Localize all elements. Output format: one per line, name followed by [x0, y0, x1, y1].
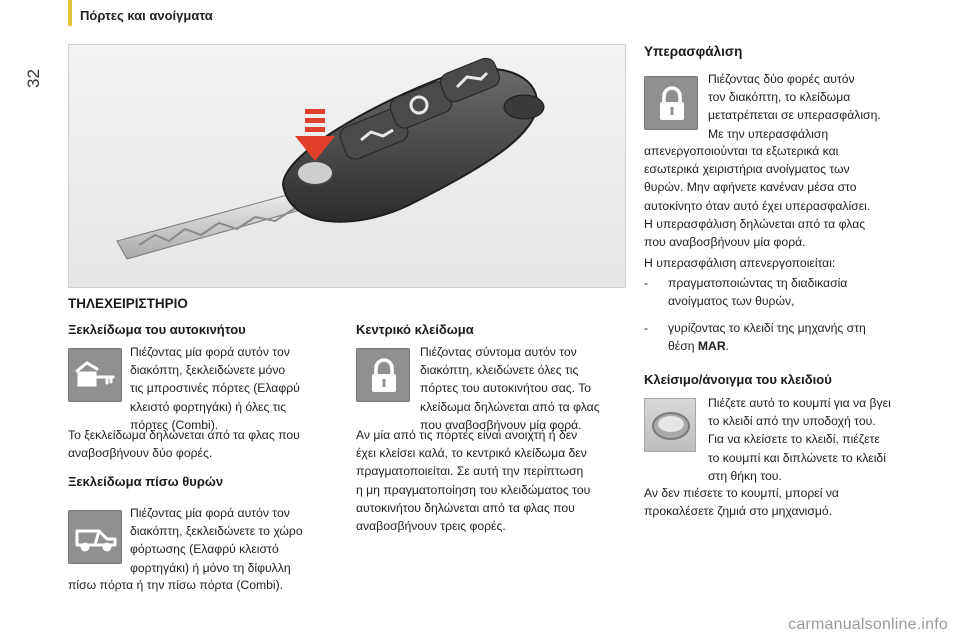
text-line: αναβοσβήνουν δύο φορές. [68, 446, 213, 461]
text-line: στη θήκη του. [708, 468, 782, 483]
text-line: Αν μία από τις πόρτες είναι ανοιχτή ή δεν [356, 428, 578, 442]
deadlock-note [644, 142, 870, 251]
text-line: που αναβοσβήνουν μία φορά. [420, 417, 582, 432]
text-line: διακόπτη, ξεκλειδώνετε το χώρο [130, 524, 303, 539]
central-lock-text [420, 343, 600, 434]
text-line: πόρτες (Combi). [130, 417, 219, 432]
key-fold-note [644, 484, 839, 520]
text-line: κλειστό φορτηγάκι) ή όλες τις [130, 399, 287, 414]
text-line: προκαλέσετε ζημιά στο μηχανισμό. [644, 504, 833, 519]
key-fold-text [708, 394, 891, 485]
deadlock-heading: Υπερασφάλιση [644, 44, 743, 59]
text-line: φόρτωσης (Ελαφρύ κλειστό [130, 542, 279, 557]
remote-key-drawing [69, 45, 626, 288]
key-fold-heading: Κλείσιμο/άνοιγμα του κλειδιού [644, 372, 832, 387]
fold-button[interactable] [297, 161, 333, 185]
text-span: . [725, 338, 730, 353]
text-line: η μη πραγματοποίηση του κλειδώματος του [356, 482, 591, 497]
deadlock-text [708, 70, 881, 143]
deactivation-intro: Η υπερασφάλιση απενεργοποιείται: [644, 256, 836, 270]
text-line: Πιέζοντας μία φορά αυτόν τον [130, 345, 290, 359]
text-line: κλείδωμα δηλώνεται από τα φλας [420, 399, 600, 414]
text-line: Πιέζετε αυτό το κουμπί για να βγει [708, 396, 891, 410]
mar-position: MAR [697, 338, 726, 353]
text-line: Για να κλείσετε το κλειδί, πιέζετε [708, 432, 880, 447]
list-item [644, 274, 934, 310]
watermark: carmanualsonline.info [788, 616, 948, 633]
lock-icon [644, 76, 698, 130]
text-line: τον διακόπτη, το κλείδωμα [708, 90, 851, 105]
text-line: Πιέζοντας δύο φορές αυτόν [708, 72, 855, 86]
list-item [644, 319, 934, 355]
text-span: θέση [668, 338, 698, 353]
central-lock-heading: Κεντρικό κλείδωμα [356, 322, 474, 337]
list-dash: - [644, 276, 649, 291]
deadlock-deactivation [644, 254, 934, 355]
header-accent-bar [68, 0, 72, 26]
text-line: το κουμπί και διπλώνετε το κλειδί [708, 450, 886, 465]
list-dash: - [644, 320, 649, 335]
vehicle-unlock-text [130, 343, 300, 434]
text-line: που αναβοσβήνουν μία φορά. [644, 235, 806, 250]
text-line: πραγματοποιείται. Σε αυτή την περίπτωση [356, 464, 584, 479]
text-line: θυρών. Μην αφήνετε κανέναν μέσα στο [644, 180, 857, 195]
remote-heading: ΤΗΛΕΧΕΙΡΙΣΤΗΡΙΟ [68, 296, 188, 311]
text-line: Αν δεν πιέσετε το κουμπί, μπορεί να [644, 486, 839, 500]
text-line: αυτοκίνητο όταν αυτό έχει υπερασφαλίσει. [644, 198, 871, 213]
rear-unlock-text [130, 504, 303, 577]
text-line: φορτηγάκι) ή μόνο τη δίφυλλη [130, 560, 291, 575]
central-lock-note [356, 426, 590, 535]
text-line: ανοίγματος των θυρών, [668, 294, 795, 309]
text-line: Με την υπερασφάλιση [708, 126, 829, 141]
rear-unlock-note [68, 576, 283, 594]
text-line: το κλειδί από την υποδοχή του. [708, 414, 876, 429]
text-line: Πιέζοντας σύντομα αυτόν τον [420, 345, 577, 359]
text-line: πίσω πόρτα ή την πίσω πόρτα (Combi). [68, 578, 284, 592]
text-line: διακόπτη, ξεκλειδώνετε μόνο [130, 363, 286, 378]
text-line: εσωτερικά χειριστήρια ανοίγματος των [644, 162, 850, 177]
text-line: γυρίζοντας το κλειδί της μηχανής στη [668, 320, 866, 335]
text-line: Η υπερασφάλιση δηλώνεται από τα φλας [644, 216, 866, 231]
text-line: τις μπροστινές πόρτες (Ελαφρύ [130, 381, 300, 396]
vehicle-unlock-note [68, 426, 300, 462]
text-line: αναβοσβήνουν τρεις φορές. [356, 519, 506, 534]
remote-key-illustration [68, 44, 626, 288]
vehicle-unlock-heading: Ξεκλείδωμα του αυτοκινήτου [68, 322, 246, 337]
text-line: απενεργοποιούνται τα εξωτερικά και [644, 144, 839, 158]
text-line: πραγματοποιώντας τη διαδικασία [668, 276, 848, 291]
fold-button-icon [644, 398, 696, 452]
section-title: Πόρτες και ανοίγματα [80, 8, 213, 23]
text-line: διακόπτη, κλειδώνετε όλες τις [420, 363, 579, 378]
text-line: Το ξεκλείδωμα δηλώνεται από τα φλας που [68, 428, 300, 442]
text-line: έχει κλείσει καλά, το κεντρικό κλείδωμα δεν [356, 446, 587, 461]
rear-unlock-heading: Ξεκλείδωμα πίσω θυρών [68, 474, 224, 489]
tailgate-icon [68, 510, 122, 564]
page-number: 32 [24, 69, 43, 88]
text-line: μετατρέπεται σε υπερασφάλιση. [708, 108, 881, 123]
unlock-icon [68, 348, 122, 402]
text-line: Πιέζοντας μία φορά αυτόν τον [130, 506, 290, 520]
text-line: αυτοκινήτου δηλώνεται από τα φλας που [356, 500, 575, 515]
lock-icon [356, 348, 410, 402]
text-line: πόρτες του αυτοκινήτου σας. Το [420, 381, 592, 396]
